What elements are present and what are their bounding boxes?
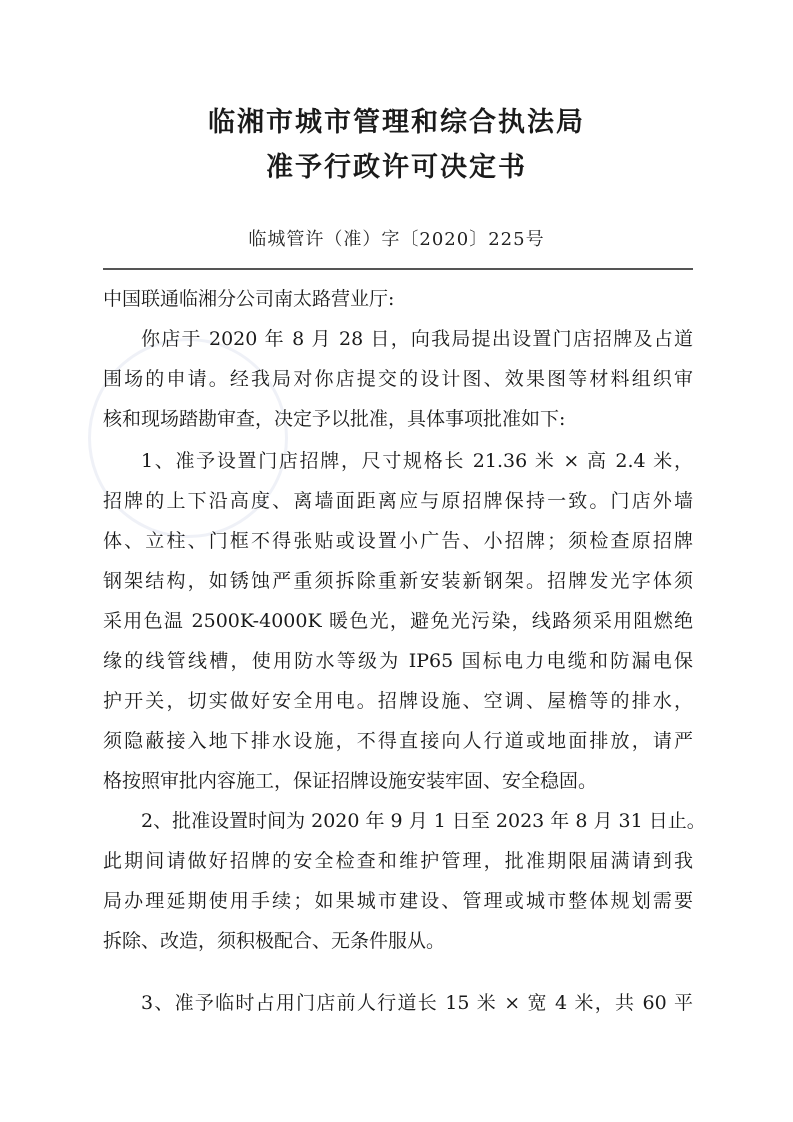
body-line: 2、批准设置时间为 2020 年 9 月 1 日至 2023 年 8 月 31 日止。 (141, 810, 706, 832)
body-line: 体、立柱、门框不得张贴或设置小广告、小招牌；须检查原招牌 (103, 530, 693, 552)
header-divider (103, 268, 693, 270)
body-line: 缘的线管线槽，使用防水等级为 IP65 国标电力电缆和防漏电保 (103, 650, 693, 672)
body-line: 局办理延期使用手续；如果城市建设、管理或城市整体规划需要 (103, 890, 693, 912)
body-line: 此期间请做好招牌的安全检查和维护管理，批准期限届满请到我 (103, 850, 693, 872)
body-line: 拆除、改造，须积极配合、无条件服从。 (103, 930, 446, 952)
body-line: 招牌的上下沿高度、离墙面距离应与原招牌保持一致。门店外墙 (103, 490, 693, 512)
body-line: 1、准予设置门店招牌，尺寸规格长 21.36 米 × 高 2.4 米， (141, 450, 693, 472)
body-line: 围场的申请。经我局对你店提交的设计图、效果图等材料组织审 (103, 368, 693, 390)
issuer-title: 临湘市城市管理和综合执法局 (208, 107, 585, 138)
body-line: 格按照审批内容施工，保证招牌设施安装牢固、安全稳固。 (103, 770, 598, 792)
document-number: 临城管许（准）字〔2020〕225号 (248, 229, 545, 250)
document-title: 准予行政许可决定书 (266, 152, 527, 183)
body-line: 核和现场踏勘审查，决定予以批准，具体事项批准如下: (103, 408, 566, 430)
addressee: 中国联通临湘分公司南太路营业厅: (103, 288, 395, 310)
body-line: 采用色温 2500K-4000K 暖色光，避免光污染，线路须采用阻燃绝 (103, 610, 693, 632)
body-line: 钢架结构，如锈蚀严重须拆除重新安装新钢架。招牌发光字体须 (103, 570, 693, 592)
body-line: 护开关，切实做好安全用电。招牌设施、空调、屋檐等的排水， (103, 690, 693, 712)
body-line: 你店于 2020 年 8 月 28 日，向我局提出设置门店招牌及占道 (141, 328, 693, 350)
body-line: 须隐蔽接入地下排水设施，不得直接向人行道或地面排放，请严 (103, 730, 693, 752)
body-line: 3、准予临时占用门店前人行道长 15 米 × 宽 4 米，共 60 平 (141, 992, 693, 1014)
